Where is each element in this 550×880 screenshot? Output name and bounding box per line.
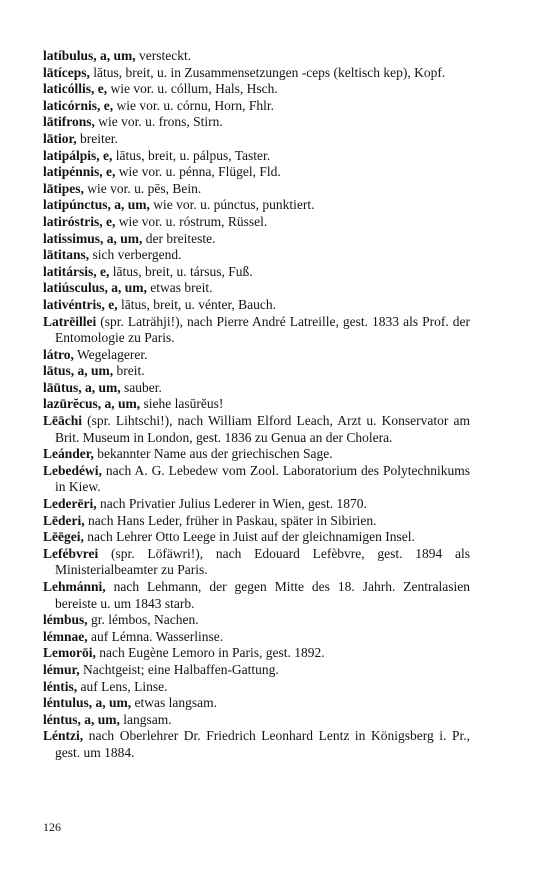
dictionary-entry xyxy=(43,181,470,198)
headword: Latrēillei xyxy=(43,313,97,329)
headword: latíbulus, a, um, xyxy=(43,48,136,63)
definition: nach Hans Leder, früher in Paskau, später in Sibirien. xyxy=(84,512,377,528)
headword: lātíceps, xyxy=(43,64,90,80)
dictionary-entry xyxy=(43,662,470,679)
dictionary-entry xyxy=(43,280,470,297)
headword: Lēēgei, xyxy=(43,529,84,545)
dictionary-entry xyxy=(43,131,470,148)
dictionary-entry xyxy=(43,297,470,314)
definition: lātus, breit, u. in Zusammensetzungen -ceps (keltisch kep), Kopf. xyxy=(89,64,446,80)
dictionary-entry xyxy=(43,314,470,347)
dictionary-entry xyxy=(43,629,470,646)
definition: der breiteste. xyxy=(142,230,216,246)
dictionary-entry xyxy=(43,81,470,98)
headword: Lederēri, xyxy=(43,496,97,512)
headword: látro, xyxy=(43,346,74,362)
dictionary-entry xyxy=(43,148,470,165)
dictionary-entry xyxy=(43,463,470,496)
dictionary-entry xyxy=(43,231,470,248)
dictionary-entry xyxy=(43,48,470,65)
headword: Lēderi, xyxy=(43,512,85,528)
definition: (spr. Lihtschi!), nach William Elford Leach, Arzt u. Konservator am Brit. Museum in London, gest. 1836 zu Genua an der Cholera. xyxy=(55,413,470,445)
dictionary-entry xyxy=(43,712,470,729)
headword: laticóllis, e, xyxy=(43,81,108,97)
headword: Lehmánni, xyxy=(43,579,106,594)
headword: lémbus, xyxy=(43,612,88,628)
definition: nach Oberlehrer Dr. Friedrich Leonhard Lentz in Königsberg i. Pr., gest. um 1884. xyxy=(55,728,470,760)
entry-list xyxy=(43,48,470,762)
dictionary-entry xyxy=(43,413,470,446)
definition: lātus, breit, u. társus, Fuß. xyxy=(109,263,253,279)
headword: latitársis, e, xyxy=(43,263,110,279)
definition: siehe lasūrĕus! xyxy=(140,396,224,412)
dictionary-entry xyxy=(43,264,470,281)
dictionary-entry xyxy=(43,164,470,181)
dictionary-entry xyxy=(43,363,470,380)
dictionary-entry xyxy=(43,214,470,231)
headword: laticórnis, e, xyxy=(43,97,114,113)
dictionary-entry xyxy=(43,247,470,264)
definition: wie vor. u. pēs, Bein. xyxy=(83,180,202,196)
headword: latiróstris, e, xyxy=(43,213,116,229)
headword: Lefébvrei xyxy=(43,545,99,561)
dictionary-entry xyxy=(43,679,470,696)
definition: Wegelagerer. xyxy=(73,346,148,362)
definition: sich verbergend. xyxy=(89,247,182,263)
definition: breiter. xyxy=(76,130,118,146)
definition: breit. xyxy=(113,363,145,379)
definition: nach A. G. Lebedew vom Zool. Laboratorium des Polytechnikums in Kiew. xyxy=(55,462,470,495)
headword: lativéntris, e, xyxy=(43,296,118,312)
dictionary-entry xyxy=(43,65,470,82)
headword: Lebedéwi, xyxy=(43,462,102,478)
definition: versteckt. xyxy=(135,48,192,63)
definition: (spr. Löfäwri!), nach Edouard Lefèbvre, gest. 1894 als Ministerialbeamter zu Paris. xyxy=(55,545,470,578)
dictionary-entry xyxy=(43,380,470,397)
headword: Lemorōi, xyxy=(43,645,96,661)
definition: nach Eugène Lemoro in Paris, gest. 1892. xyxy=(95,645,325,661)
definition: nach Lehmann, der gegen Mitte des 18. Jahrh. Zentralasien bereiste u. um 1843 starb. xyxy=(55,579,470,611)
dictionary-page xyxy=(43,48,470,762)
headword: lémnae, xyxy=(43,628,88,644)
definition: etwas breit. xyxy=(146,280,213,296)
dictionary-entry xyxy=(43,114,470,131)
headword: latipúnctus, a, um, xyxy=(43,197,150,213)
headword: léntis, xyxy=(43,678,78,694)
headword: lātipes, xyxy=(43,180,84,196)
definition: sauber. xyxy=(120,379,162,395)
dictionary-entry xyxy=(43,579,470,612)
headword: lātifrons, xyxy=(43,114,95,130)
headword: Lēāchi xyxy=(43,413,82,429)
dictionary-entry xyxy=(43,645,470,662)
definition: wie vor. u. cóllum, Hals, Hsch. xyxy=(107,81,278,97)
definition: Nachtgeist; eine Halbaffen-Gattung. xyxy=(79,661,279,677)
definition: wie vor. u. pénna, Flügel, Fld. xyxy=(115,164,281,180)
headword: latissimus, a, um, xyxy=(43,230,143,246)
dictionary-entry xyxy=(43,513,470,530)
headword: léntus, a, um, xyxy=(43,711,120,727)
dictionary-entry xyxy=(43,612,470,629)
headword: Leánder, xyxy=(43,446,94,462)
definition: etwas langsam. xyxy=(131,695,218,711)
dictionary-entry xyxy=(43,496,470,513)
headword: lātus, a, um, xyxy=(43,363,114,379)
dictionary-entry xyxy=(43,728,470,761)
definition: gr. lémbos, Nachen. xyxy=(87,612,199,628)
headword: lazūrĕcus, a, um, xyxy=(43,396,141,412)
headword: lāūtus, a, um, xyxy=(43,379,121,395)
definition: lātus, breit, u. pálpus, Taster. xyxy=(112,147,271,163)
definition: bekannter Name aus der griechischen Sage. xyxy=(93,446,333,462)
dictionary-entry xyxy=(43,347,470,364)
definition: wie vor. u. púnctus, punktiert. xyxy=(149,197,315,213)
headword: latiúsculus, a, um, xyxy=(43,280,147,296)
definition: langsam. xyxy=(119,711,172,727)
dictionary-entry xyxy=(43,529,470,546)
page-number: 126 xyxy=(43,820,61,834)
headword: Léntzi, xyxy=(43,728,84,744)
definition: lātus, breit, u. vénter, Bauch. xyxy=(117,296,277,312)
headword: latipénnis, e, xyxy=(43,164,116,180)
dictionary-entry xyxy=(43,446,470,463)
dictionary-entry xyxy=(43,197,470,214)
definition: auf Lens, Linse. xyxy=(77,678,168,694)
definition: auf Lémna. Wasserlinse. xyxy=(87,628,224,644)
dictionary-entry xyxy=(43,695,470,712)
headword: lātior, xyxy=(43,130,77,146)
definition: (spr. Laträhji!), nach Pierre André Latreille, gest. 1833 als Prof. der Entomologie zu Paris. xyxy=(55,313,470,346)
definition: wie vor. u. frons, Stirn. xyxy=(94,114,223,130)
definition: wie vor. u. córnu, Horn, Fhlr. xyxy=(113,97,274,113)
headword: léntulus, a, um, xyxy=(43,695,132,711)
definition: wie vor. u. róstrum, Rüssel. xyxy=(115,213,268,229)
headword: latipálpis, e, xyxy=(43,147,113,163)
dictionary-entry xyxy=(43,98,470,115)
dictionary-entry xyxy=(43,546,470,579)
definition: nach Privatier Julius Lederer in Wien, gest. 1870. xyxy=(96,496,367,512)
definition: nach Lehrer Otto Leege in Juist auf der gleichnamigen Insel. xyxy=(83,529,415,545)
headword: lātitans, xyxy=(43,247,90,263)
dictionary-entry xyxy=(43,396,470,413)
headword: lémur, xyxy=(43,661,80,677)
